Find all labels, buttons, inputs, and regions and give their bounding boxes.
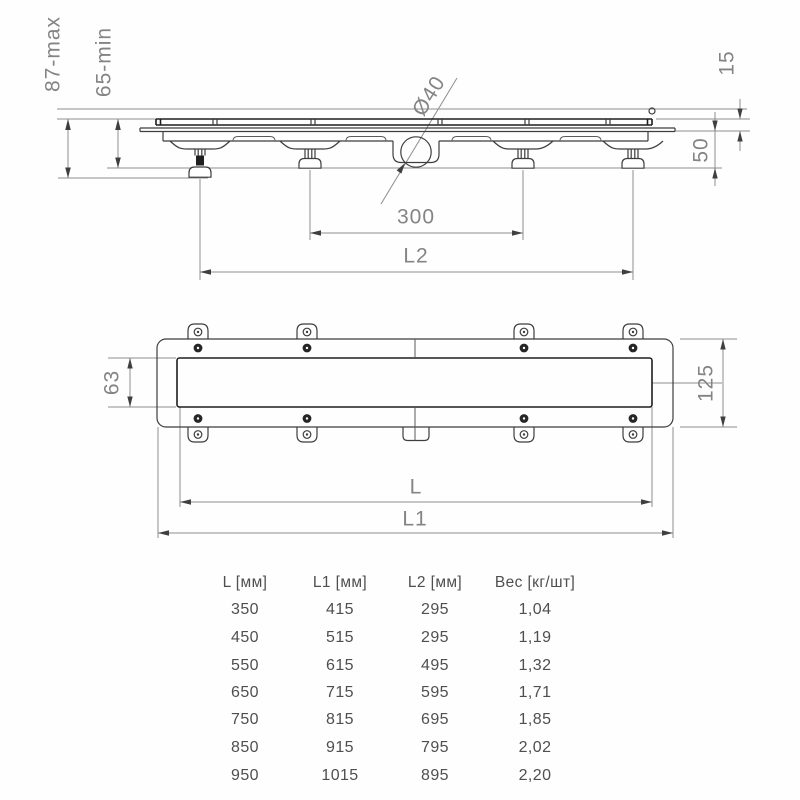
table-cell: 1,85 (518, 711, 552, 728)
dim-height-max: 87-max (41, 15, 65, 93)
table-cell: 295 (421, 601, 449, 618)
dim-overall-length: L1 (402, 507, 428, 531)
table-cell: 895 (421, 767, 449, 784)
col-header-l: L [мм] (222, 574, 268, 591)
table-cell: 715 (326, 684, 354, 701)
size-table-row (175, 656, 615, 676)
dim-body-width: 125 (694, 363, 718, 403)
table-cell: 850 (231, 739, 259, 756)
table-cell: 450 (231, 629, 259, 646)
dim-outlet-feet-spacing: 300 (396, 205, 436, 229)
table-cell: 595 (421, 684, 449, 701)
table-cell: 1,32 (518, 657, 552, 674)
table-cell: 815 (326, 711, 354, 728)
table-cell: 1,19 (518, 629, 552, 646)
table-cell: 295 (421, 629, 449, 646)
table-cell: 650 (231, 684, 259, 701)
table-cell: 1,71 (518, 684, 552, 701)
table-cell: 550 (231, 657, 259, 674)
table-cell: 515 (326, 629, 354, 646)
size-table-header-row (175, 573, 615, 593)
table-cell: 915 (326, 739, 354, 756)
dim-support-span: L2 (403, 244, 429, 268)
col-header-weight: Вес [кг/шт] (494, 574, 576, 591)
dim-height-min: 65-min (92, 26, 116, 98)
dim-outlet-diameter: Ø40 (407, 71, 451, 121)
col-header-l2: L2 [мм] (407, 574, 463, 591)
dim-channel-length: L (409, 475, 423, 499)
table-cell: 750 (231, 711, 259, 728)
dim-grate-height: 15 (715, 50, 739, 76)
size-table-row (175, 600, 615, 620)
dim-channel-width: 63 (100, 369, 124, 396)
size-table-row (175, 710, 615, 730)
dim-body-height: 50 (689, 137, 713, 163)
table-cell: 2,02 (518, 739, 552, 756)
size-table (175, 0, 615, 800)
table-cell: 695 (421, 711, 449, 728)
table-cell: 1015 (321, 767, 359, 784)
table-cell: 350 (231, 601, 259, 618)
table-cell: 415 (326, 601, 354, 618)
size-table-row (175, 628, 615, 648)
table-cell: 495 (421, 657, 449, 674)
size-table-row (175, 738, 615, 758)
table-cell: 795 (421, 739, 449, 756)
table-cell: 950 (231, 767, 259, 784)
size-table-row (175, 683, 615, 703)
table-cell: 1,04 (518, 601, 552, 618)
table-cell: 2,20 (518, 767, 552, 784)
table-cell: 615 (326, 657, 354, 674)
size-table-row (175, 766, 615, 786)
col-header-l1: L1 [мм] (312, 574, 368, 591)
